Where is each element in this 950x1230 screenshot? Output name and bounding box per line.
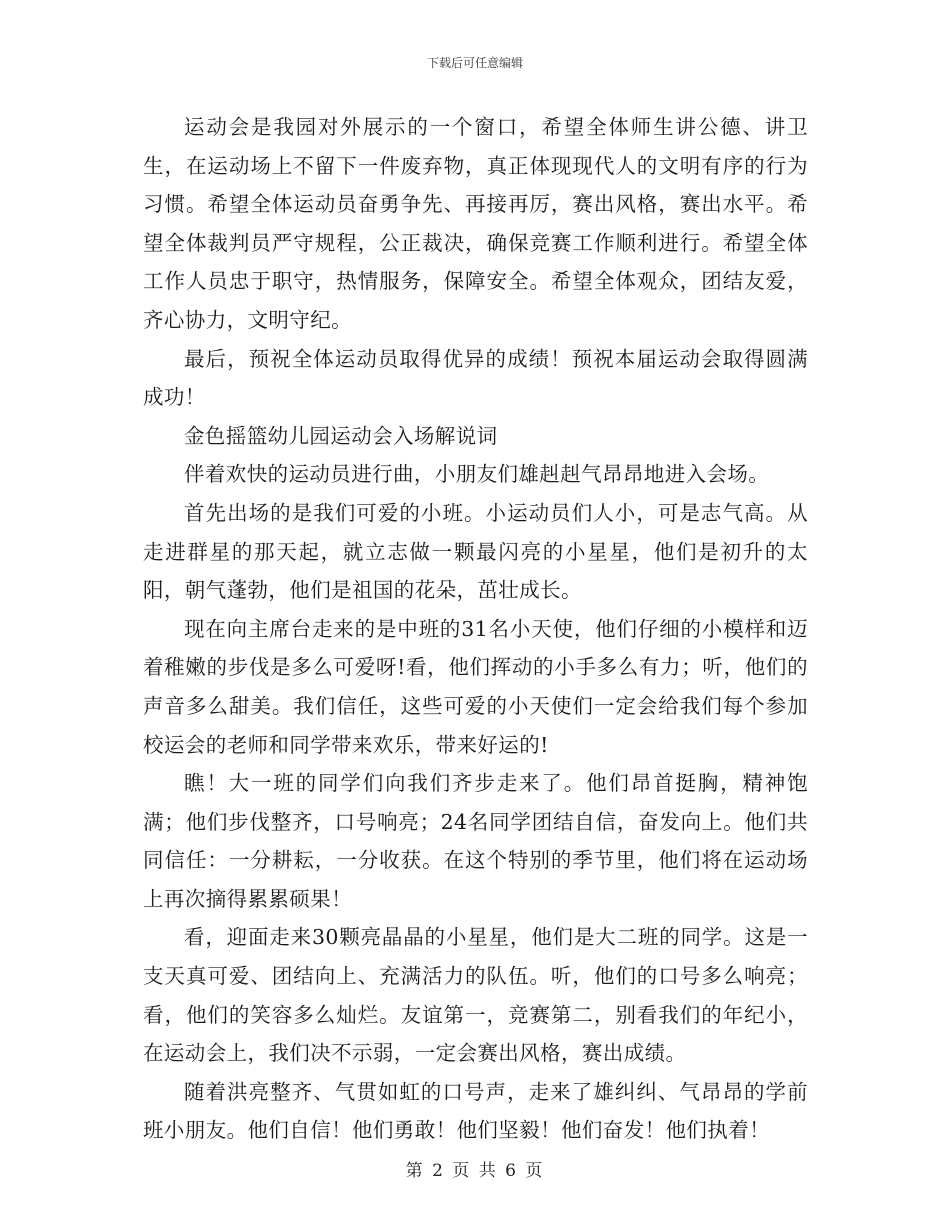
- paragraph: 伴着欢快的运动员进行曲，小朋友们雄赳赳气昂昂地进入会场。: [184, 462, 770, 487]
- paragraph: 最后，预祝全体运动员取得优异的成绩！预祝本届运动会取得圆满成功！: [143, 346, 808, 410]
- paragraph: 运动会是我园对外展示的一个窗口，希望全体师生讲公德、讲卫生，在运动场上不留下一件废弃物，真正体现现代人的文明有序的行为习惯。希望全体运动员奋勇争先、再接再厉，赛出风格，赛出水平。希望全体裁判员严守规程，公正裁决，确保竞赛工作顺利进行。希望全体工作人员忠于职守，热情服务，保障安全。希望全体观众，团结友爱，齐心协力，文明守纪。: [143, 115, 808, 332]
- document-body: [143, 108, 808, 1150]
- section-title: 金色摇篮幼儿园运动会入场解说词: [184, 423, 498, 448]
- paragraph: 首先出场的是我们可爱的小班。小运动员们人小，可是志气高。从走进群星的那天起，就立志做一颗最闪亮的小星星，他们是初升的太阳，朝气蓬勃，他们是祖国的花朵，茁壮成长。: [143, 500, 808, 603]
- paragraph: 现在向主席台走来的是中班的31名小天使，他们仔细的小模样和迈着稚嫩的步伐是多么可爱呀!看，他们挥动的小手多么有力；听，他们的声音多么甜美。我们信任，这些可爱的小天使们一定会给我们每个参加校运会的老师和同学带来欢乐，带来好运的!: [143, 616, 808, 757]
- paragraph: 看，迎面走来30颗亮晶晶的小星星，他们是大二班的同学。这是一支天真可爱、团结向上、充满活力的队伍。听，他们的口号多么响亮；看，他们的笑容多么灿烂。友谊第一，竞赛第二，别看我们的年纪小，在运动会上，我们决不示弱，一定会赛出风格，赛出成绩。: [143, 925, 808, 1066]
- paragraph: 瞧！大一班的同学们向我们齐步走来了。他们昂首挺胸，精神饱满；他们步伐整齐，口号响亮；24名同学团结自信，奋发向上。他们共同信任：一分耕耘，一分收获。在这个特别的季节里，他们将在运动场上再次摘得累累硕果！: [143, 771, 808, 911]
- page-number: 第 2 页 共 6 页: [405, 1161, 545, 1181]
- paragraph: 随着洪亮整齐、气贯如虹的口号声，走来了雄纠纠、气昂昂的学前班小朋友。他们自信！他们勇敢！他们坚毅！他们奋发！他们执着！: [143, 1079, 808, 1143]
- page-header: 下载后可任意编辑: [426, 56, 523, 70]
